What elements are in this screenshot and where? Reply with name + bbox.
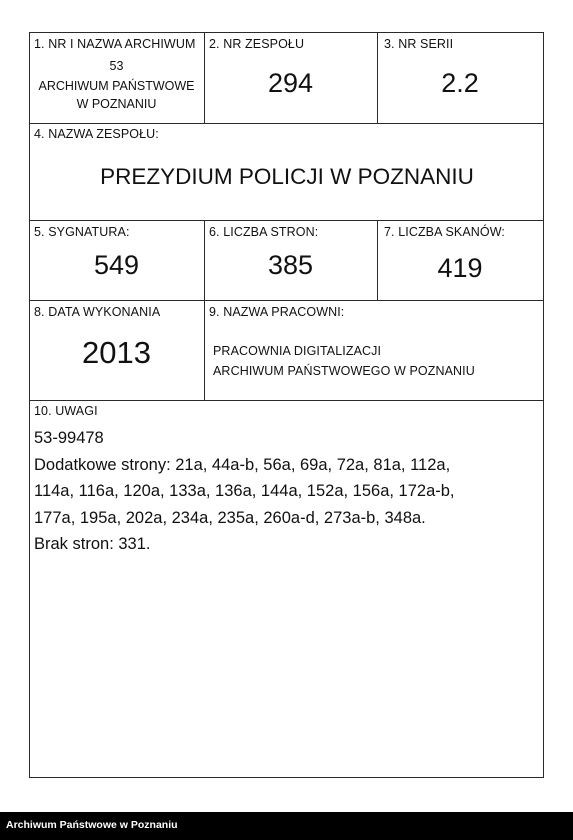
card-divider-3 bbox=[29, 300, 544, 301]
notes-line: Brak stron: 331. bbox=[34, 535, 151, 553]
notes-line: Dodatkowe strony: 21a, 44a-b, 56a, 69a, 72a, 81a, 112a, bbox=[34, 455, 451, 474]
footer-bar bbox=[0, 812, 573, 840]
pages-label: 6. LICZBA STRON: bbox=[209, 225, 319, 239]
signature-label: 5. SYGNATURA: bbox=[34, 225, 130, 239]
date-value: 2013 bbox=[82, 335, 151, 370]
notes-label: 10. UWAGI bbox=[34, 404, 98, 418]
studio-line2: ARCHIWUM PAŃSTWOWEGO W POZNANIU bbox=[213, 364, 475, 378]
card-divider-2 bbox=[29, 220, 544, 221]
studio-line1: PRACOWNIA DIGITALIZACJI bbox=[213, 344, 382, 358]
fonds-number: 294 bbox=[267, 68, 314, 98]
date-label: 8. DATA WYKONANIA bbox=[34, 305, 161, 319]
pages-value: 385 bbox=[267, 250, 314, 280]
card-border-top bbox=[29, 32, 544, 33]
card-border-right bbox=[543, 32, 544, 778]
scans-label: 7. LICZBA SKANÓW: bbox=[384, 225, 505, 239]
studio-label: 9. NAZWA PRACOWNI: bbox=[209, 305, 345, 319]
footer-text: Archiwum Państwowe w Poznaniu bbox=[6, 819, 178, 831]
scans-value: 419 bbox=[437, 253, 483, 283]
notes-body bbox=[34, 425, 455, 558]
archive-name-line2: W POZNANIU bbox=[76, 97, 157, 111]
notes-line: 53-99478 bbox=[34, 429, 104, 447]
notes-line: 114a, 116a, 120a, 133a, 136a, 144a, 152a, 156a, 172a-b, bbox=[34, 482, 455, 500]
card-border-bottom bbox=[29, 777, 544, 778]
fonds-number-label: 2. NR ZESPOŁU bbox=[209, 37, 305, 51]
archive-label: 1. NR I NAZWA ARCHIWUM bbox=[34, 37, 196, 51]
series-number: 2.2 bbox=[441, 68, 479, 98]
card-divider-4 bbox=[29, 400, 544, 401]
card-border-left bbox=[29, 32, 30, 778]
series-label: 3. NR SERII bbox=[384, 37, 454, 51]
archive-name-line1: ARCHIWUM PAŃSTWOWE bbox=[38, 79, 195, 93]
card-divider-1 bbox=[29, 123, 544, 124]
fonds-name: PREZYDIUM POLICJI W POZNANIU bbox=[100, 164, 474, 189]
notes-line: 177a, 195a, 202a, 234a, 235a, 260a-d, 273a-b, 348a. bbox=[34, 508, 426, 527]
archive-number: 53 bbox=[109, 59, 124, 73]
fonds-name-label: 4. NAZWA ZESPOŁU: bbox=[34, 127, 159, 141]
row4-divider bbox=[204, 300, 205, 400]
signature-value: 549 bbox=[93, 250, 140, 280]
